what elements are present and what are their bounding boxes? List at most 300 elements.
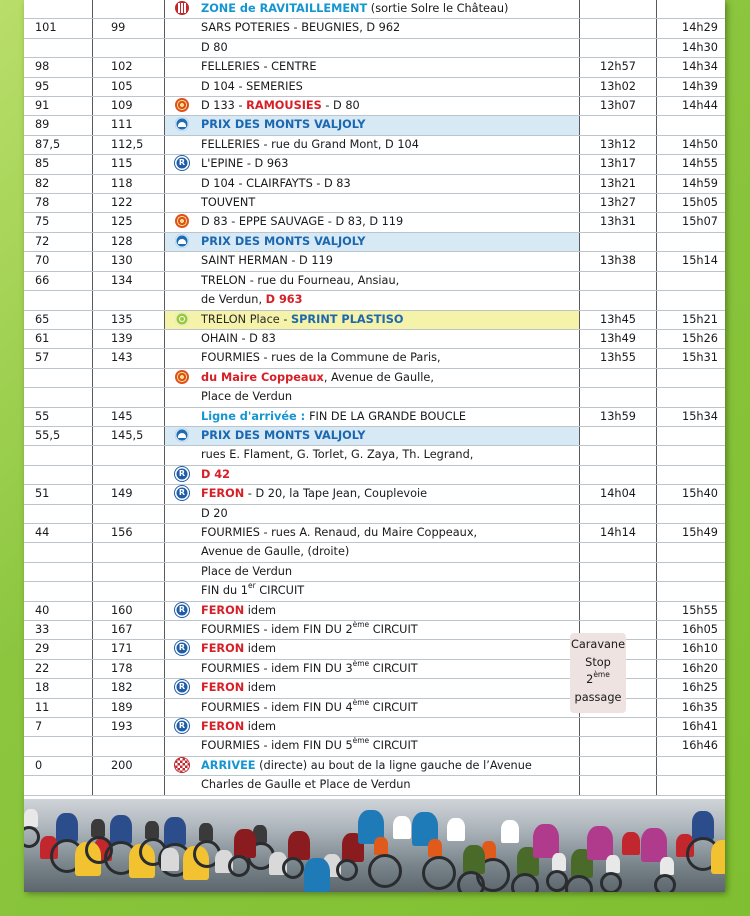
route-description-cell [199, 38, 580, 57]
description-text: CIRCUIT [369, 700, 418, 714]
icon-cell [165, 582, 200, 601]
km-done-cell: 182 [93, 679, 165, 698]
route-description-cell [199, 582, 580, 601]
description-text: FELLERIES - rue du Grand Mont, D 104 [201, 137, 419, 151]
km-remaining-cell: 22 [24, 659, 93, 678]
cyclist-figure [692, 811, 714, 840]
time-slow-cell: 15h55 [657, 601, 726, 620]
route-description-cell [199, 116, 580, 135]
description-text: Place de Verdun [201, 564, 293, 578]
description-text: SARS POTERIES - BEUGNIES, D 962 [201, 21, 401, 35]
km-done-cell: 125 [93, 213, 165, 232]
time-slow-cell: 15h21 [657, 310, 726, 329]
route-description-cell [199, 97, 580, 116]
cyclist-figure [56, 813, 78, 842]
km-done-cell: 167 [93, 621, 165, 640]
time-fast-cell [580, 426, 657, 445]
km-done-cell: 149 [93, 485, 165, 504]
description-text: FERON [201, 487, 245, 501]
km-remaining-cell [24, 582, 93, 601]
description-text: idem [244, 603, 277, 617]
r-icon: R [175, 603, 189, 617]
time-fast-cell [580, 718, 657, 737]
cyclist-figure [199, 823, 213, 841]
time-slow-cell [657, 504, 726, 523]
route-description-cell [199, 232, 580, 251]
km-remaining-cell: 65 [24, 310, 93, 329]
time-slow-cell [657, 368, 726, 387]
icon-cell [165, 756, 200, 775]
caravane-line-1: Caravane [570, 638, 626, 651]
table-row [24, 213, 725, 232]
description-text: D 104 - CLAIRFAYTS - D 83 [201, 176, 351, 190]
table-row [24, 446, 725, 465]
time-slow-cell [657, 465, 726, 484]
time-slow-cell [657, 756, 726, 775]
time-slow-cell: 14h29 [657, 19, 726, 38]
time-slow-cell [657, 271, 726, 290]
route-description-cell [199, 562, 580, 581]
table-row [24, 135, 725, 154]
description-text: TRELON - rue du Fourneau, Ansiau, [201, 273, 400, 287]
bicycle-wheel [24, 826, 40, 848]
table-row [24, 601, 725, 620]
cyclist-figure [428, 839, 442, 857]
time-fast-cell [580, 776, 657, 795]
route-description-cell [199, 621, 580, 640]
km-remaining-cell [24, 0, 93, 19]
description-text: (directe) au bout de la ligne gauche de l’Avenue [255, 758, 532, 772]
km-remaining-cell: 98 [24, 58, 93, 77]
km-done-cell [93, 776, 165, 795]
time-fast-cell: 13h49 [580, 329, 657, 348]
caravane-line-3: 2ème [586, 670, 610, 687]
caravane-line-2: Stop [585, 655, 611, 669]
km-remaining-cell [24, 737, 93, 756]
description-text: ARRIVEE [201, 758, 256, 772]
cyclists-photo [24, 799, 725, 892]
r-icon: R [175, 156, 189, 170]
km-done-cell [93, 446, 165, 465]
cyclist-figure [110, 815, 132, 844]
description-text: Charles de Gaulle et Place de Verdun [201, 778, 411, 792]
route-description-cell [199, 504, 580, 523]
description-text: FOURMIES - idem FIN DU 3 [201, 661, 353, 675]
km-done-cell: 130 [93, 252, 165, 271]
route-description-cell [199, 291, 580, 310]
time-fast-cell: 13h31 [580, 213, 657, 232]
time-slow-cell [657, 446, 726, 465]
description-text: FERON [201, 681, 245, 695]
description-text: idem [244, 642, 277, 656]
route-description-cell [199, 679, 580, 698]
km-done-cell: 99 [93, 19, 165, 38]
table-row [24, 0, 725, 19]
km-done-cell [93, 291, 165, 310]
km-remaining-cell: 72 [24, 232, 93, 251]
description-text: TRELON Place - [201, 312, 292, 326]
table-row [24, 582, 725, 601]
cyclist-figure [622, 832, 640, 855]
time-fast-cell [580, 446, 657, 465]
bicycle-wheel [85, 836, 113, 864]
km-done-cell: 102 [93, 58, 165, 77]
table-row [24, 426, 725, 445]
time-fast-cell [580, 756, 657, 775]
time-slow-cell: 14h59 [657, 174, 726, 193]
route-description-cell [199, 174, 580, 193]
r-icon: R [175, 467, 189, 481]
description-text: de Verdun, [201, 293, 266, 307]
km-done-cell [93, 465, 165, 484]
table-row [24, 310, 725, 329]
icon-cell [165, 776, 200, 795]
km-remaining-cell: 95 [24, 77, 93, 96]
km-done-cell [93, 582, 165, 601]
time-fast-cell [580, 116, 657, 135]
description-text: D 104 - SEMERIES [201, 79, 303, 93]
time-slow-cell: 14h34 [657, 58, 726, 77]
km-done-cell: 122 [93, 194, 165, 213]
time-slow-cell: 14h50 [657, 135, 726, 154]
time-slow-cell: 14h30 [657, 38, 726, 57]
description-text: ème [352, 620, 370, 629]
table-row [24, 718, 725, 737]
km-done-cell [93, 388, 165, 407]
icon-cell [165, 38, 200, 57]
description-text: (sortie Solre le Château) [367, 2, 509, 15]
km-done-cell: 143 [93, 349, 165, 368]
time-fast-cell: 13h55 [580, 349, 657, 368]
time-slow-cell: 15h40 [657, 485, 726, 504]
route-description-cell [199, 388, 580, 407]
km-done-cell [93, 0, 165, 19]
r-icon: R [175, 486, 189, 500]
time-slow-cell: 14h55 [657, 155, 726, 174]
time-fast-cell [580, 737, 657, 756]
route-description-cell [199, 77, 580, 96]
time-slow-cell [657, 582, 726, 601]
time-fast-cell: 14h04 [580, 485, 657, 504]
icon-cell [165, 310, 200, 329]
time-slow-cell [657, 562, 726, 581]
bicycle-wheel [565, 875, 593, 892]
sprint-icon [175, 312, 189, 326]
km-remaining-cell: 66 [24, 271, 93, 290]
time-fast-cell: 13h38 [580, 252, 657, 271]
description-text: FERON [201, 720, 245, 734]
km-remaining-cell [24, 388, 93, 407]
table-row [24, 523, 725, 542]
route-description-cell [199, 252, 580, 271]
description-text: FOURMIES - idem FIN DU 5 [201, 739, 353, 753]
description-text: SAINT HERMAN - D 119 [201, 254, 333, 268]
table-row [24, 174, 725, 193]
time-slow-cell: 15h31 [657, 349, 726, 368]
table-row [24, 58, 725, 77]
icon-cell [165, 252, 200, 271]
r-icon: R [175, 641, 189, 655]
km-remaining-cell: 91 [24, 97, 93, 116]
description-text: PRIX DES MONTS VALJOLY [201, 118, 366, 132]
time-fast-cell [580, 562, 657, 581]
description-text: D 133 - [201, 99, 247, 113]
icon-cell [165, 291, 200, 310]
km-remaining-cell: 7 [24, 718, 93, 737]
route-description-cell [199, 213, 580, 232]
cyclist-figure [24, 809, 38, 827]
km-done-cell: 134 [93, 271, 165, 290]
table-row [24, 504, 725, 523]
cyclist-figure [552, 853, 566, 871]
km-remaining-cell [24, 543, 93, 562]
km-done-cell: 128 [93, 232, 165, 251]
bicycle-wheel [600, 872, 622, 892]
route-description-cell [199, 698, 580, 717]
table-row [24, 562, 725, 581]
icon-cell [165, 737, 200, 756]
icon-cell [165, 349, 200, 368]
cyclist-figure [660, 857, 674, 875]
route-description-cell [199, 271, 580, 290]
route-description-cell [199, 426, 580, 445]
description-text: idem [244, 720, 277, 734]
description-text: D 83 - EPPE SAUVAGE - D 83, D 119 [201, 215, 404, 229]
icon-cell [165, 368, 200, 387]
icon-cell [165, 426, 200, 445]
cyclist-figure [234, 829, 256, 858]
description-text: FELLERIES - CENTRE [201, 60, 317, 74]
description-text: ème [352, 698, 370, 707]
cyclist-figure [288, 831, 310, 860]
route-description-cell [199, 659, 580, 678]
time-slow-cell [657, 776, 726, 795]
time-slow-cell [657, 116, 726, 135]
km-remaining-cell: 70 [24, 252, 93, 271]
km-remaining-cell: 33 [24, 621, 93, 640]
icon-cell [165, 174, 200, 193]
km-remaining-cell: 87,5 [24, 135, 93, 154]
description-text: PRIX DES MONTS VALJOLY [201, 234, 366, 248]
description-text: ème [352, 736, 370, 746]
time-fast-cell: 13h07 [580, 97, 657, 116]
description-text: TOUVENT [201, 196, 256, 210]
target-icon [175, 98, 189, 112]
cyclist-figure [374, 837, 388, 855]
km-remaining-cell [24, 562, 93, 581]
cyclist-figure [161, 848, 179, 871]
route-description-cell [199, 465, 580, 484]
description-text: PRIX DES MONTS VALJOLY [201, 428, 366, 442]
time-fast-cell [580, 38, 657, 57]
km-remaining-cell: 44 [24, 523, 93, 542]
km-done-cell: 145,5 [93, 426, 165, 445]
time-fast-cell [580, 0, 657, 19]
target-icon [175, 214, 189, 228]
km-remaining-cell: 55,5 [24, 426, 93, 445]
r-icon: R [175, 719, 189, 733]
time-fast-cell [580, 368, 657, 387]
km-done-cell [93, 562, 165, 581]
time-fast-cell [580, 291, 657, 310]
time-fast-cell [580, 465, 657, 484]
route-description-cell [199, 0, 580, 19]
time-slow-cell: 15h26 [657, 329, 726, 348]
time-slow-cell: 16h35 [657, 698, 726, 717]
km-done-cell: 115 [93, 155, 165, 174]
description-text: Avenue de Gaulle, (droite) [201, 545, 350, 559]
description-text: D 80 [201, 40, 228, 54]
route-description-cell [199, 640, 580, 659]
bicycle-wheel [368, 854, 402, 888]
km-done-cell: 135 [93, 310, 165, 329]
description-text: ZONE de RAVITAILLEMENT [201, 2, 368, 15]
table-row [24, 349, 725, 368]
route-description-cell [199, 407, 580, 426]
time-slow-cell [657, 232, 726, 251]
route-description-cell [199, 523, 580, 542]
km-done-cell: 145 [93, 407, 165, 426]
time-slow-cell: 15h34 [657, 407, 726, 426]
km-done-cell [93, 38, 165, 57]
description-text: ème [352, 659, 370, 668]
table-row [24, 97, 725, 116]
cyclist-figure [91, 819, 105, 837]
km-done-cell: 193 [93, 718, 165, 737]
time-slow-cell: 15h14 [657, 252, 726, 271]
km-done-cell: 200 [93, 756, 165, 775]
description-text: er [247, 581, 256, 591]
route-description-cell [199, 19, 580, 38]
icon-cell [165, 388, 200, 407]
icon-cell [165, 271, 200, 290]
km-remaining-cell: 85 [24, 155, 93, 174]
description-text: FOURMIES - idem FIN DU 2 [201, 623, 353, 636]
icon-cell [165, 77, 200, 96]
table-row [24, 19, 725, 38]
route-description-cell [199, 601, 580, 620]
bicycle-wheel [422, 856, 456, 890]
target-icon [175, 370, 189, 384]
description-text: FIN du 1 [201, 584, 248, 598]
description-text: FIN DE LA GRANDE BOUCLE [309, 409, 467, 423]
description-text: CIRCUIT [369, 739, 418, 753]
route-description-cell [199, 194, 580, 213]
description-text: SPRINT PLASTISO [291, 312, 404, 326]
km-done-cell: 112,5 [93, 135, 165, 154]
table-row [24, 116, 725, 135]
table-row [24, 271, 725, 290]
description-text: - D 80 [321, 99, 360, 113]
route-description-cell [199, 368, 580, 387]
km-remaining-cell: 11 [24, 698, 93, 717]
km-remaining-cell: 40 [24, 601, 93, 620]
time-slow-cell [657, 543, 726, 562]
cyclist-figure [501, 820, 519, 843]
table-row [24, 776, 725, 795]
description-text: CIRCUIT [255, 584, 305, 598]
icon-cell [165, 407, 200, 426]
description-text: FOURMIES - rues de la Commune de Paris, [201, 351, 441, 365]
icon-cell [165, 155, 200, 174]
icon-cell [165, 116, 200, 135]
km-done-cell: 171 [93, 640, 165, 659]
table-row [24, 194, 725, 213]
description-text: RAMOUSIES [246, 99, 322, 113]
description-text: OHAIN - D 83 [201, 331, 276, 345]
icon-cell [165, 659, 200, 678]
km-remaining-cell: 57 [24, 349, 93, 368]
time-slow-cell: 16h46 [657, 737, 726, 756]
km-remaining-cell: 75 [24, 213, 93, 232]
time-slow-cell: 16h41 [657, 718, 726, 737]
cyclist-figure [393, 816, 411, 839]
table-row [24, 756, 725, 775]
ravit-icon [175, 1, 189, 15]
route-description-cell [199, 543, 580, 562]
description-text: Place de Verdun [201, 390, 293, 404]
cyclist-figure [145, 821, 159, 839]
time-fast-cell: 13h17 [580, 155, 657, 174]
bicycle-wheel [457, 871, 485, 892]
icon-cell [165, 698, 200, 717]
km-remaining-cell: 55 [24, 407, 93, 426]
time-fast-cell: 13h27 [580, 194, 657, 213]
route-description-cell [199, 756, 580, 775]
route-description-cell [199, 718, 580, 737]
cyclist-figure [711, 840, 725, 874]
km-done-cell [93, 504, 165, 523]
description-text: L'EPINE - D 963 [201, 157, 289, 171]
icon-cell [165, 621, 200, 640]
time-slow-cell: 14h39 [657, 77, 726, 96]
description-text: rues E. Flament, G. Torlet, G. Zaya, Th. Legrand, [201, 448, 474, 462]
time-fast-cell [580, 504, 657, 523]
icon-cell [165, 523, 200, 542]
schedule-page [24, 0, 725, 892]
route-description-cell [199, 737, 580, 756]
icon-cell [165, 446, 200, 465]
icon-cell [165, 58, 200, 77]
icon-cell [165, 213, 200, 232]
icon-cell [165, 543, 200, 562]
time-fast-cell [580, 388, 657, 407]
time-fast-cell [580, 19, 657, 38]
km-remaining-cell: 0 [24, 756, 93, 775]
km-done-cell: 189 [93, 698, 165, 717]
km-remaining-cell: 82 [24, 174, 93, 193]
time-fast-cell: 13h45 [580, 310, 657, 329]
icon-cell [165, 465, 200, 484]
time-fast-cell [580, 271, 657, 290]
description-text: D 42 [201, 467, 231, 481]
icon-cell [165, 0, 200, 19]
time-fast-cell: 13h59 [580, 407, 657, 426]
km-remaining-cell: 51 [24, 485, 93, 504]
icon-cell [165, 329, 200, 348]
icon-cell [165, 194, 200, 213]
time-slow-cell [657, 388, 726, 407]
description-text: CIRCUIT [369, 661, 418, 675]
description-text: FERON [201, 642, 245, 656]
cyclist-figure [304, 858, 330, 892]
km-done-cell: 160 [93, 601, 165, 620]
time-fast-cell [580, 543, 657, 562]
route-description-cell [199, 776, 580, 795]
time-slow-cell [657, 0, 726, 19]
route-description-cell [199, 310, 580, 329]
cyclist-figure [164, 817, 186, 846]
